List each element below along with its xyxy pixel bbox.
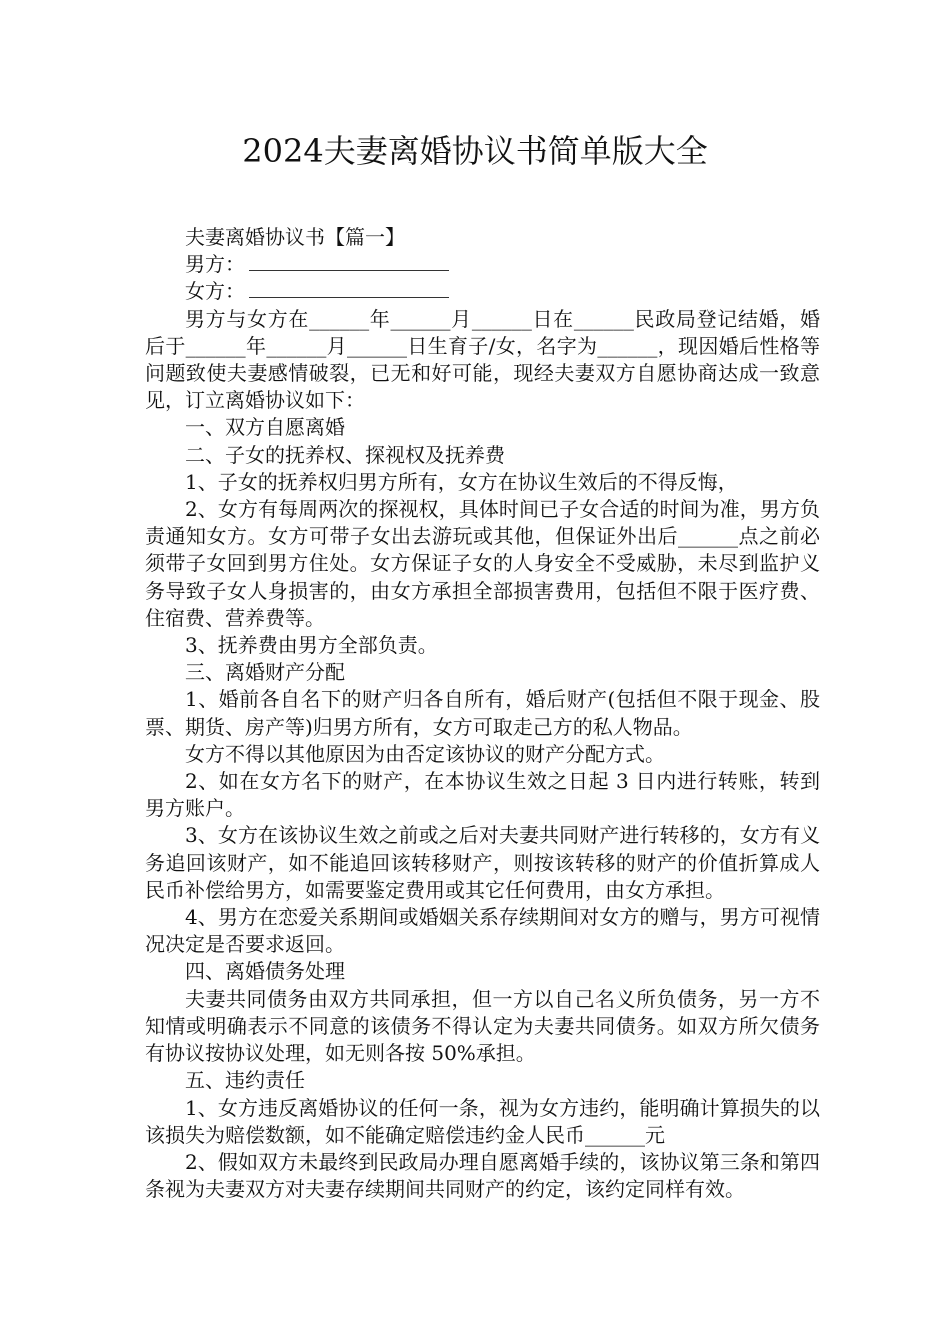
section-heading-part-one: 夫妻离婚协议书【篇一】: [185, 225, 405, 249]
clause-custody-1: 1、子女的抚养权归男方所有，女方在协议生效后的不得反悔，: [185, 469, 738, 494]
heading-voluntary-divorce: 一、双方自愿离婚: [185, 415, 345, 440]
clause-breach-1: 1、女方违反离婚协议的任何一条，视为女方违约，能明确计算损失的以该损失为赔偿数额，如不能确定赔偿违约金人民币______元: [145, 1095, 820, 1147]
male-party-label: 男方：: [185, 252, 245, 277]
female-party-line: [145, 278, 820, 305]
clause-property-note: 女方不得以其他原因为由否定该协议的财产分配方式。: [185, 741, 665, 766]
clause-debt: 夫妻共同债务由双方共同承担，但一方以自己名义所负债务，另一方不知情或明确表示不同意的该债务不得认定为夫妻共同债务。如双方所欠债务有协议按协议处理，如无则各按 50%承担。: [145, 986, 820, 1066]
document-body: [145, 224, 820, 1203]
document-title: 2024夫妻离婚协议书简单版大全: [242, 132, 708, 170]
heading-breach-liability: 五、违约责任: [185, 1068, 305, 1093]
clause-property-2: 2、如在女方名下的财产，在本协议生效之日起 3 日内进行转账，转到男方账户。: [145, 769, 820, 821]
male-party-blank: [249, 252, 449, 271]
female-party-blank: [249, 279, 449, 298]
male-party-line: [145, 251, 820, 278]
clause-support-3: 3、抚养费由男方全部负责。: [185, 633, 438, 658]
clause-property-3: 3、女方在该协议生效之前或之后对夫妻共同财产进行转移的，女方有义务追回该财产，如不能追回该转移财产，则按该转移的财产的价值折算成人民币补偿给男方，如需要鉴定费用或其它任何费用，由女方承担。: [145, 823, 820, 902]
heading-child-custody: 二、子女的抚养权、探视权及抚养费: [185, 442, 505, 467]
clause-property-4: 4、男方在恋爱关系期间或婚姻关系存续期间对女方的赠与，男方可视情况决定是否要求返回。: [145, 905, 820, 957]
clause-breach-2: 2、假如双方未最终到民政局办理自愿离婚手续的，该协议第三条和第四条视为夫妻双方对夫妻存续期间共同财产的约定，该约定同样有效。: [145, 1149, 820, 1202]
paragraph-intro: 男方与女方在______年______月______日在______民政局登记结婚，婚后于______年______月______日生育子/女，名字为______，现因婚后性格等问题致使夫妻感情破裂，已无和好可能，现经夫妻双方自愿协商达成一致意见，订立离婚协议如下：: [145, 306, 820, 413]
heading-debt-handling: 四、离婚债务处理: [185, 959, 345, 984]
heading-property-division: 三、离婚财产分配: [185, 660, 345, 685]
clause-property-1: 1、婚前各自名下的财产归各自所有，婚后财产(包括但不限于现金、股票、期货、房产等)归男方所有，女方可取走己方的私人物品。: [145, 687, 820, 739]
clause-visitation-2: 2、女方有每周两次的探视权，具体时间已子女合适的时间为准，男方负责通知女方。女方可带子女出去游玩或其他，但保证外出后______点之前必须带子女回到男方住处。女方保证子女的人身安全不受威胁，未尽到监护义务导致子女人身损害的，由女方承担全部损害费用，包括但不限于医疗费、住宿费、营养费等。: [145, 497, 820, 630]
female-party-label: 女方：: [185, 279, 245, 304]
